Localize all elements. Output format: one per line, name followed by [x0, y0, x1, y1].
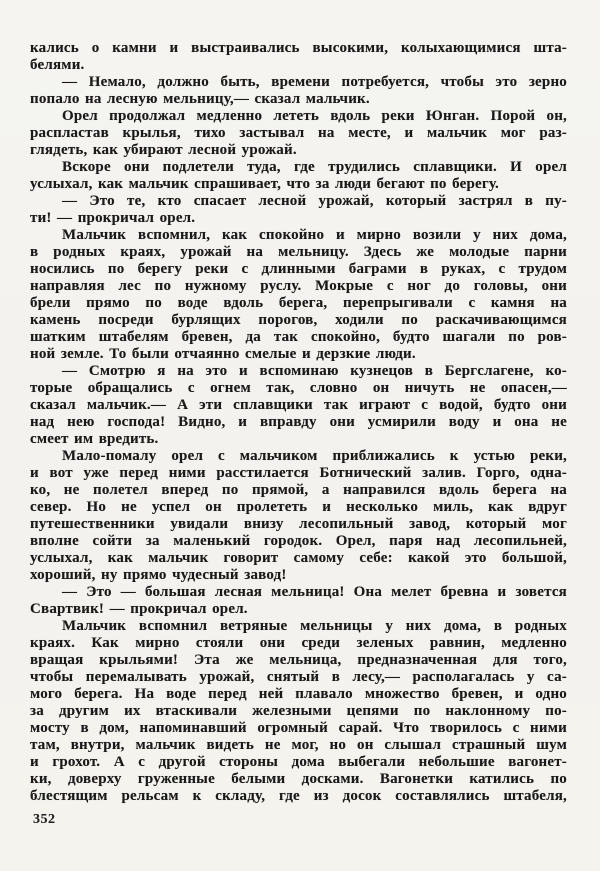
- text-line: носились по берегу реки с длинными баграми в руках, с трудом: [30, 261, 567, 277]
- text-line: — Это те, кто спасает лесной урожай, который застрял в пу-: [62, 193, 567, 209]
- text-line: за другим их втаскивали железными цепями по наклонному по-: [30, 703, 567, 719]
- text-line: ко, не полетел вперед по прямой, а направился вдоль берега на: [30, 482, 567, 498]
- text-line: торые обращались с огнем так, словно он ничуть не опасен,—: [30, 380, 567, 396]
- text-line: Мало-помалу орел с мальчиком приближались к устью реки,: [62, 448, 567, 464]
- text-line: Свартвик! — прокричал орел.: [30, 601, 248, 617]
- text-line: север. Но не успел он пролететь и несколько миль, как вдруг: [30, 499, 567, 515]
- text-line: ти! — прокричал орел.: [30, 210, 196, 226]
- text-line: мосту в дом, напоминавший огромный сарай. Что творилось с ними: [30, 720, 567, 736]
- text-line: мого берега. На воде перед ней плавало множество бревен, и одно: [30, 686, 567, 702]
- text-line: — Немало, должно быть, времени потребуется, чтобы это зерно: [62, 74, 567, 90]
- text-line: камень посреди бурлящих порогов, ходили по раскачивающимся: [30, 312, 567, 328]
- text-line: Орел продолжал медленно лететь вдоль реки Юнган. Порой он,: [62, 108, 567, 124]
- text-line: шатким штабелям бревен, да так спокойно, будто шагали по ров-: [30, 329, 567, 345]
- text-line: услыхал, как мальчик спрашивает, что за люди бегают по берегу.: [30, 176, 500, 192]
- text-line: брели прямо по воде вдоль берега, перепрыгивали с камня на: [30, 295, 567, 311]
- text-line: сказал мальчик.— А эти сплавщики так играют с водой, будто они: [30, 397, 567, 413]
- text-line: чтобы перемалывать урожай, снятый в лесу,— располагалась у са-: [30, 669, 567, 685]
- text-block: [30, 40, 567, 805]
- text-line: — Это — большая лесная мельница! Она мелет бревна и зовется: [62, 584, 567, 600]
- page-number: 352: [33, 812, 56, 827]
- text-line: кались о камни и выстраивались высокими, колыхающимися шта-: [30, 40, 567, 56]
- text-line: глядеть, как убирают лесной урожай.: [30, 142, 297, 158]
- text-line: смеет им вредить.: [30, 431, 159, 447]
- text-line: — Смотрю я на это и вспоминаю кузнецов в Бергслагене, ко-: [62, 363, 567, 379]
- text-line: и вот уже перед ними расстилается Ботнический залив. Горго, одна-: [30, 465, 567, 481]
- text-line: Вскоре они подлетели туда, где трудились сплавщики. И орел: [62, 159, 567, 175]
- text-line: путешественники увидали внизу лесопильный завод, который мог: [30, 516, 567, 532]
- text-line: вращая крыльями! Эта же мельница, предназначенная для того,: [30, 652, 567, 668]
- text-line: Мальчик вспомнил ветряные мельницы у них дома, в родных: [62, 618, 567, 634]
- text-line: Мальчик вспомнил, как спокойно и мирно возили у них дома,: [62, 227, 567, 243]
- text-line: краях. Как мирно стояли они среди зеленых равнин, медленно: [30, 635, 567, 651]
- text-line: там, внутри, мальчик видеть не мог, но он слышал страшный шум: [30, 737, 567, 753]
- text-line: и грохот. А с другой стороны дома выбегали небольшие вагонет-: [30, 754, 567, 770]
- text-line: распластав крылья, тихо застывал на месте, и мальчик мог раз-: [30, 125, 567, 141]
- text-line: направляя лес по нужному руслу. Мокрые с ног до головы, они: [30, 278, 567, 294]
- text-line: вполне сойти за маленький городок. Орел, паря над лесопильней,: [30, 533, 567, 549]
- text-line: белями.: [30, 57, 85, 73]
- text-line: в родных краях, урожай на мельницу. Здесь же молодые парни: [30, 244, 567, 260]
- text-line: ки, доверху груженные белыми досками. Вагонетки катились по: [30, 771, 567, 787]
- text-line: ной земле. То были отчаянно смелые и дерзкие люди.: [30, 346, 416, 362]
- text-line: попало на лесную мельницу,— сказал мальчик.: [30, 91, 370, 107]
- text-line: услыхал, как мальчик говорит самому себе: какой это большой,: [30, 550, 567, 566]
- text-line: блестящим рельсам к складу, где из досок составлялись штабеля,: [30, 788, 567, 804]
- text-line: хороший, ну прямо чудесный завод!: [30, 567, 287, 583]
- text-line: над нею господа! Видно, и вправду они усмирили воду и она не: [30, 414, 567, 430]
